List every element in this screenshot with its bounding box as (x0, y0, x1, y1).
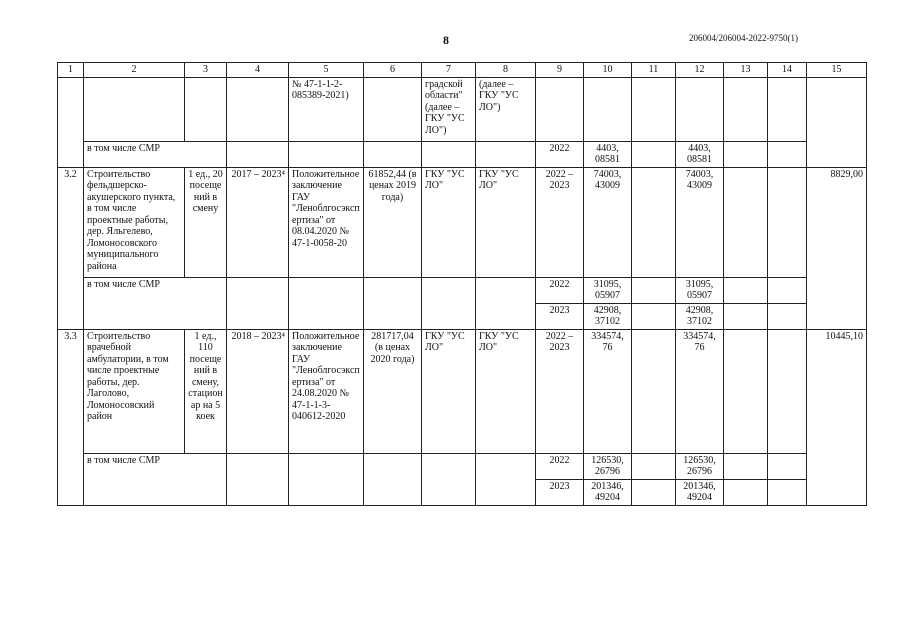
table-cell (724, 479, 768, 505)
amount-cell: 201346, 49204 (584, 479, 632, 505)
table-cell (768, 277, 807, 303)
table-cell (58, 77, 84, 167)
amount-cell: 74003, 43009 (676, 167, 724, 277)
amount-cell: 42908, 37102 (676, 303, 724, 329)
expertise-cell: № 47-1-1-2-085389-2021) (289, 77, 364, 141)
column-header: 3 (185, 63, 227, 78)
table-cell (476, 141, 536, 167)
amount-cell: 4403, 08581 (676, 141, 724, 167)
column-header: 7 (422, 63, 476, 78)
column-header: 5 (289, 63, 364, 78)
column-number-row (58, 63, 867, 78)
table-cell (632, 329, 676, 453)
table-row (58, 141, 867, 167)
builder-cell: (далее – ГКУ "УС ЛО") (476, 77, 536, 141)
table-cell (422, 141, 476, 167)
object-name: Строительство врачебной амбулатории, в том числе проектные работы, дер. Лаголово, Ломоносовский район (84, 329, 185, 453)
customer-cell: градской области" (далее – ГКУ "УС ЛО") (422, 77, 476, 141)
table-cell (768, 329, 807, 453)
amount-cell: 126530, 26796 (676, 453, 724, 479)
customer-cell: ГКУ "УС ЛО" (422, 167, 476, 277)
table-cell (185, 77, 227, 141)
column-header: 10 (584, 63, 632, 78)
table-cell (724, 77, 768, 141)
table-cell (227, 141, 289, 167)
year-cell: 2022 (536, 277, 584, 303)
expertise-cell: Положительное заключение ГАУ "Леноблгосэкспертиза" от 24.08.2020 № 47-1-1-3-040612-2020 (289, 329, 364, 453)
table-cell (632, 303, 676, 329)
table-cell (364, 277, 422, 329)
column-header: 6 (364, 63, 422, 78)
year-cell: 2022 (536, 453, 584, 479)
table-cell (227, 277, 289, 329)
table-cell (84, 77, 185, 141)
year-cell: 2023 (536, 303, 584, 329)
amount-cell: 31095, 05907 (676, 277, 724, 303)
table-cell (724, 141, 768, 167)
column-header: 11 (632, 63, 676, 78)
column-header: 4 (227, 63, 289, 78)
capacity-cell: 1 ед., 110 посещений в смену, стационар на 5 коек (185, 329, 227, 453)
table-cell (768, 303, 807, 329)
year-cell: 2022 (536, 141, 584, 167)
smr-label: в том числе СМР (84, 453, 227, 505)
table-cell (227, 77, 289, 141)
table-cell (364, 77, 422, 141)
table-cell (807, 77, 867, 167)
table-row (58, 277, 867, 303)
document-id: 206004/206004-2022-9750(1) (689, 33, 798, 43)
table-cell (724, 329, 768, 453)
column-header: 13 (724, 63, 768, 78)
column-header: 15 (807, 63, 867, 78)
row-number: 3.2 (58, 167, 84, 329)
table-cell (632, 479, 676, 505)
column-header: 1 (58, 63, 84, 78)
builder-cell: ГКУ "УС ЛО" (476, 167, 536, 277)
customer-cell: ГКУ "УС ЛО" (422, 329, 476, 453)
amount-cell: 201346, 49204 (676, 479, 724, 505)
table-cell (422, 453, 476, 505)
period-cell: 2017 – 2023⁴ (227, 167, 289, 277)
row-number: 3.3 (58, 329, 84, 505)
column-header: 14 (768, 63, 807, 78)
smr-label: в том числе СМР (84, 277, 227, 329)
builder-cell: ГКУ "УС ЛО" (476, 329, 536, 453)
table-cell (476, 277, 536, 329)
table-cell (724, 167, 768, 277)
table-cell (422, 277, 476, 329)
amount-cell: 4403, 08581 (584, 141, 632, 167)
table-cell (289, 277, 364, 329)
table-cell (632, 167, 676, 277)
total-cell: 8829,00 (807, 167, 867, 329)
amount-cell: 74003, 43009 (584, 167, 632, 277)
total-cell: 10445,10 (807, 329, 867, 505)
table-row (58, 77, 867, 141)
expertise-cell: Положительное заключение ГАУ "Леноблгосэкспертиза" от 08.04.2020 № 47-1-0058-20 (289, 167, 364, 277)
table-row (58, 453, 867, 479)
table-cell (768, 77, 807, 141)
table-cell (289, 141, 364, 167)
table-cell (724, 277, 768, 303)
table-cell (768, 141, 807, 167)
page-number: 8 (443, 33, 449, 47)
table-cell (584, 77, 632, 141)
column-header: 8 (476, 63, 536, 78)
table-cell (724, 453, 768, 479)
column-header: 2 (84, 63, 185, 78)
period-cell: 2018 – 2023⁴ (227, 329, 289, 453)
table-row (58, 167, 867, 277)
table-cell (632, 77, 676, 141)
table-cell (536, 77, 584, 141)
table-cell (768, 479, 807, 505)
table-cell (476, 453, 536, 505)
smr-label: в том числе СМР (84, 141, 227, 167)
year-cell: 2023 (536, 479, 584, 505)
amount-cell: 334574, 76 (584, 329, 632, 453)
amount-cell: 42908, 37102 (584, 303, 632, 329)
table-cell (768, 167, 807, 277)
cost-cell: 61852,44 (в ценах 2019 года) (364, 167, 422, 277)
table-cell (364, 453, 422, 505)
table-cell (724, 303, 768, 329)
table-cell (676, 77, 724, 141)
amount-cell: 334574, 76 (676, 329, 724, 453)
table-row (58, 329, 867, 453)
capacity-cell: 1 ед., 20 посещений в смену (185, 167, 227, 277)
table-cell (227, 453, 289, 505)
table-cell (632, 277, 676, 303)
years-cell: 2022 – 2023 (536, 167, 584, 277)
years-cell: 2022 – 2023 (536, 329, 584, 453)
table-cell (768, 453, 807, 479)
table-cell (364, 141, 422, 167)
object-name: Строительство фельдшерско-акушерского пункта, в том числе проектные работы, дер. Яльгелево, Ломоносовского муниципального района (84, 167, 185, 277)
amount-cell: 126530, 26796 (584, 453, 632, 479)
column-header: 12 (676, 63, 724, 78)
table-cell (632, 141, 676, 167)
column-header: 9 (536, 63, 584, 78)
investment-table (57, 62, 867, 506)
cost-cell: 281717,04 (в ценах 2020 года) (364, 329, 422, 453)
amount-cell: 31095, 05907 (584, 277, 632, 303)
table-cell (632, 453, 676, 479)
table-cell (289, 453, 364, 505)
